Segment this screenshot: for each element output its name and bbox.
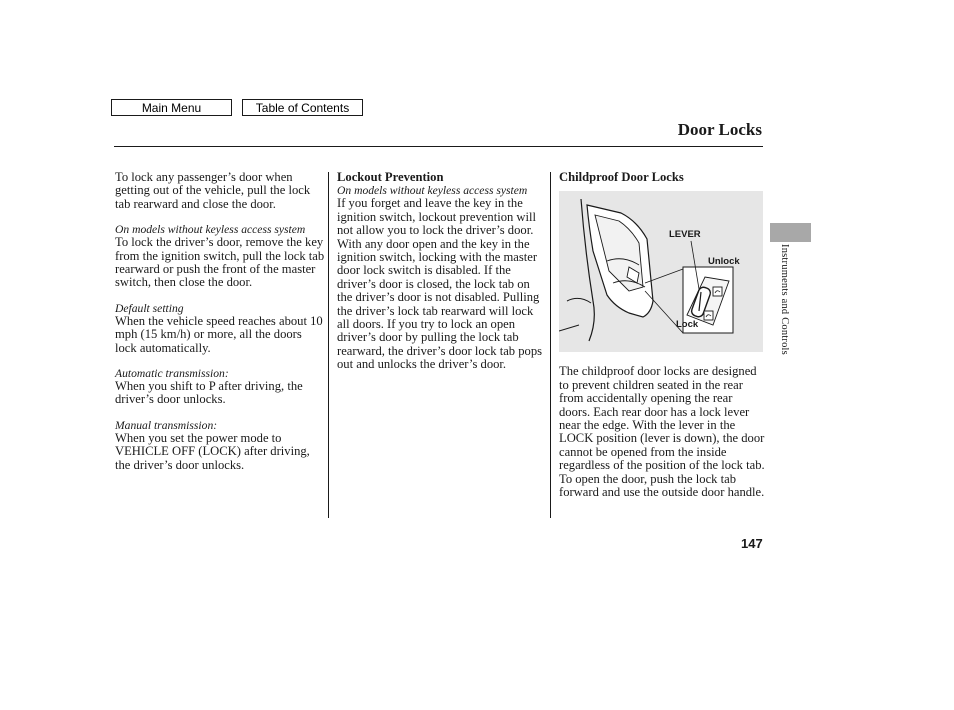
column-1 — [115, 171, 325, 472]
unlock-label: Unlock — [708, 256, 740, 267]
section-label: Instruments and Controls — [779, 244, 790, 355]
page-number: 147 — [741, 536, 763, 551]
childproof-heading: Childproof Door Locks — [559, 170, 684, 184]
column-2 — [337, 171, 543, 372]
manual-transmission-paragraph: When you set the power mode to VEHICLE OFF (LOCK) after driving, the driver’s door unlocks. — [115, 430, 310, 472]
automatic-transmission-paragraph: When you shift to P after driving, the driver’s door unlocks. — [115, 379, 303, 407]
automatic-transmission-caption: Automatic transmission: — [115, 367, 229, 381]
lockout-caption: On models without keyless access system — [337, 184, 528, 198]
default-setting-paragraph: When the vehicle speed reaches about 10 mph (15 km/h) or more, all the doors lock automatically. — [115, 313, 323, 355]
column-divider — [550, 172, 551, 518]
lever-label: LEVER — [669, 229, 701, 240]
keyless-caption: On models without keyless access system — [115, 223, 306, 237]
table-of-contents-button[interactable]: Table of Contents — [242, 99, 363, 116]
lockout-prevention-heading: Lockout Prevention — [337, 170, 444, 184]
childproof-paragraph: The childproof door locks are designed to prevent children seated in the rear from accidentally opening the rear doors. Each rear door has a lock lever near the edge. With the lever in the LOCK position (lever is down), the door cannot be opened from the inside regardless of the position of the lock tab. To open the door, push the lock tab forward and use the outside door handle. — [559, 364, 765, 500]
lockout-paragraph: If you forget and leave the key in the ignition switch, lockout prevention will not allow you to lock the driver’s door. With any door open and the key in the ignition switch, locking with the master door lock switch is disabled. If the driver’s door is closed, the lock tab on the driver’s door is not disabled. Pulling the driver’s lock tab rearward will lock all doors. If you try to lock an open driver’s door by pulling the lock tab rearward, the driver’s door lock tab pops out and unlocks the driver’s door. — [337, 196, 543, 372]
lock-label: Lock — [676, 319, 699, 330]
intro-paragraph: To lock any passenger’s door when getting out of the vehicle, pull the lock tab rearward and close the door. — [115, 170, 311, 211]
default-setting-caption: Default setting — [115, 301, 184, 315]
column-divider — [328, 172, 329, 518]
keyless-paragraph: To lock the driver’s door, remove the key from the ignition switch, pull the lock tab rearward or push the front of the master switch, then close the door. — [115, 235, 325, 290]
page-title: Door Locks — [677, 120, 762, 139]
main-menu-button[interactable]: Main Menu — [111, 99, 232, 116]
door-lock-drawing — [559, 191, 763, 352]
manual-transmission-caption: Manual transmission: — [115, 418, 218, 432]
childproof-lock-illustration — [559, 191, 763, 352]
title-divider — [114, 146, 763, 147]
section-tab — [770, 223, 811, 242]
